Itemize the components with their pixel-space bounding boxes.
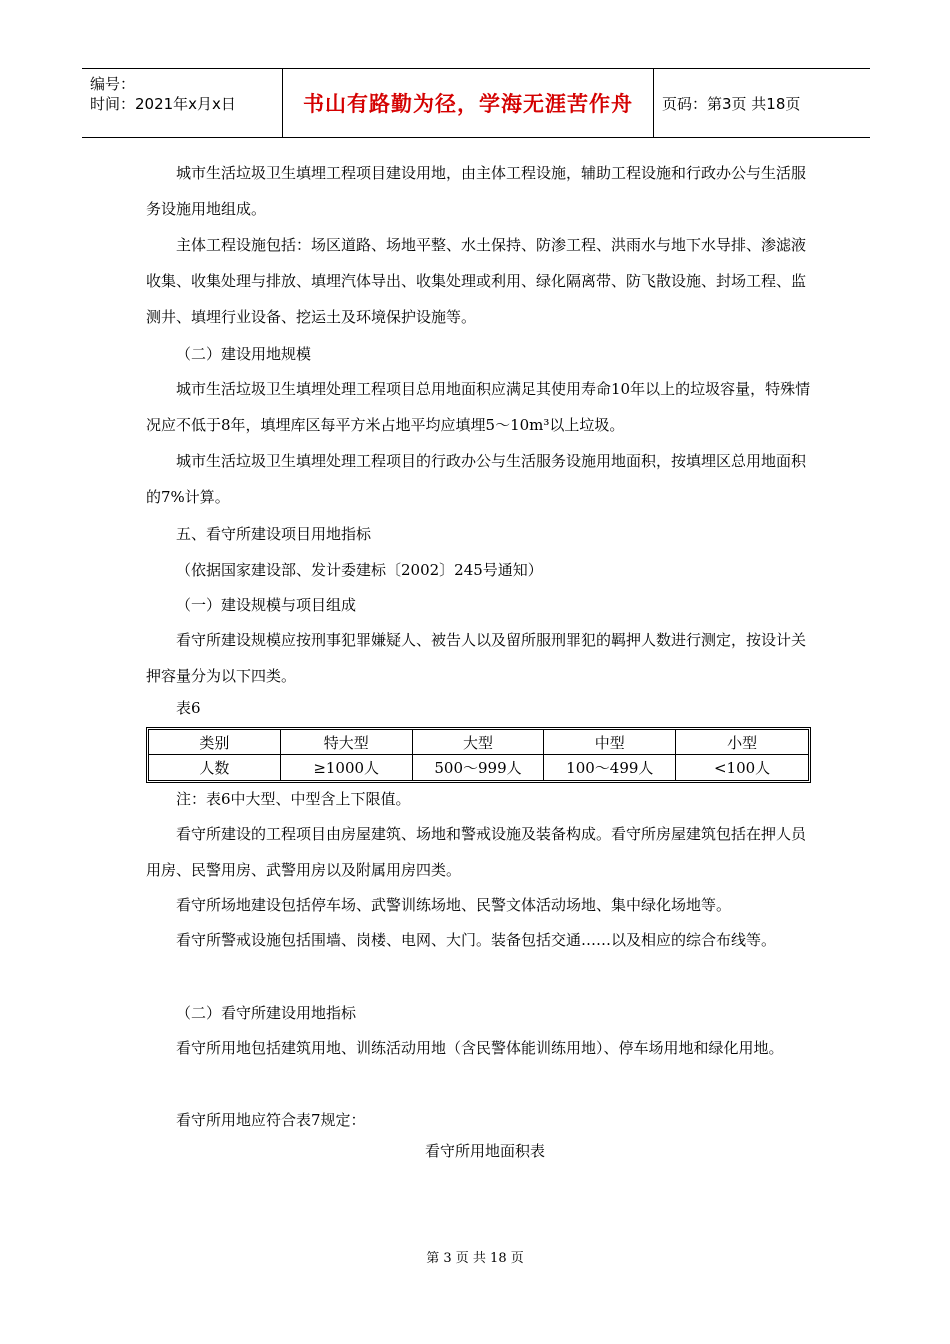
heading-land-scale: （二）建设用地规模 [176,345,312,363]
heading-basis: （依据国家建设部、发计委建标〔2002〕245号通知） [176,561,543,579]
table-cell: <100人 [713,759,771,777]
table-6-note: 注：表6中大型、中型含上下限值。 [176,790,411,808]
paragraph-table-7-reference: 看守所用地应符合表7规定： [176,1111,366,1129]
table-cell: 人数 [149,755,281,780]
paragraph-total-area: 城市生活垃圾卫生填埋处理工程项目总用地面积应满足其使用寿命10年以上的垃圾容量，特殊情况应不低于8年，填埋库区每平方米占地平均应填埋5～10m³以上垃圾。 [146,380,811,434]
document-number: 编号： [90,75,136,93]
heading-land-index: （二）看守所建设用地指标 [176,1004,357,1022]
header-motto [282,69,654,137]
table-header-cell: 中型 [544,730,676,755]
table-cell: 100～499人 [544,755,676,780]
header-page-info: 页码：第3页 共18页 [662,94,801,113]
table-cell: ≥1000人 [281,755,413,780]
document-date: 时间：2021年x月x日 [90,95,236,113]
paragraph-office-area: 城市生活垃圾卫生填埋处理工程项目的行政办公与生活服务设施用地面积，按填埋区总用地面积的7%计算。 [146,452,807,506]
table-6 [146,727,811,783]
table-header-cell: 小型 [676,730,808,755]
header-meta [82,69,282,137]
paragraph-site-construction: 看守所场地建设包括停车场、武警训练场地、民警文体活动场地、集中绿化场地等。 [176,896,732,914]
table-header-cell: 类别 [149,730,281,755]
table-header-cell: 特大型 [281,730,413,755]
heading-scale-composition: （一）建设规模与项目组成 [176,596,357,614]
page-footer: 第 3 页 共 18 页 [426,1251,524,1266]
table-cell: 500～999人 [413,755,545,780]
paragraph-project-composition: 看守所建设的工程项目由房屋建筑、场地和警戒设施及装备构成。看守所房屋建筑包括在押人员用房、民警用房、武警用房以及附属用房四类。 [146,825,807,879]
paragraph-land-types: 看守所用地包括建筑用地、训练活动用地（含民警体能训练用地）、停车场用地和绿化用地。 [176,1039,784,1057]
paragraph-security-facilities: 看守所警戒设施包括围墙、岗楼、电网、大门。装备包括交通……以及相应的综合布线等。 [176,931,777,949]
table-6-label: 表6 [176,699,201,717]
paragraph-scale-categories: 看守所建设规模应按刑事犯罪嫌疑人、被告人以及留所服刑罪犯的羁押人数进行测定，按设计关押容量分为以下四类。 [146,631,807,685]
heading-detention-center: 五、看守所建设项目用地指标 [176,525,372,543]
motto-text: 书山有路勤为径，学海无涯苦作舟 [303,92,633,116]
paragraph-landfill-land: 城市生活垃圾卫生填埋工程项目建设用地，由主体工程设施，辅助工程设施和行政办公与生活服务设施用地组成。 [146,164,807,218]
table-header-cell: 大型 [413,730,545,755]
page-header [82,68,870,138]
paragraph-main-facilities: 主体工程设施包括：场区道路、场地平整、水土保持、防渗工程、洪雨水与地下水导排、渗滤液收集、收集处理与排放、填埋汽体导出、收集处理或利用、绿化隔离带、防飞散设施、封场工程、监测井、填埋行业设备、挖运土及环境保护设施等。 [146,236,807,326]
table-7-title: 看守所用地面积表 [425,1142,546,1160]
